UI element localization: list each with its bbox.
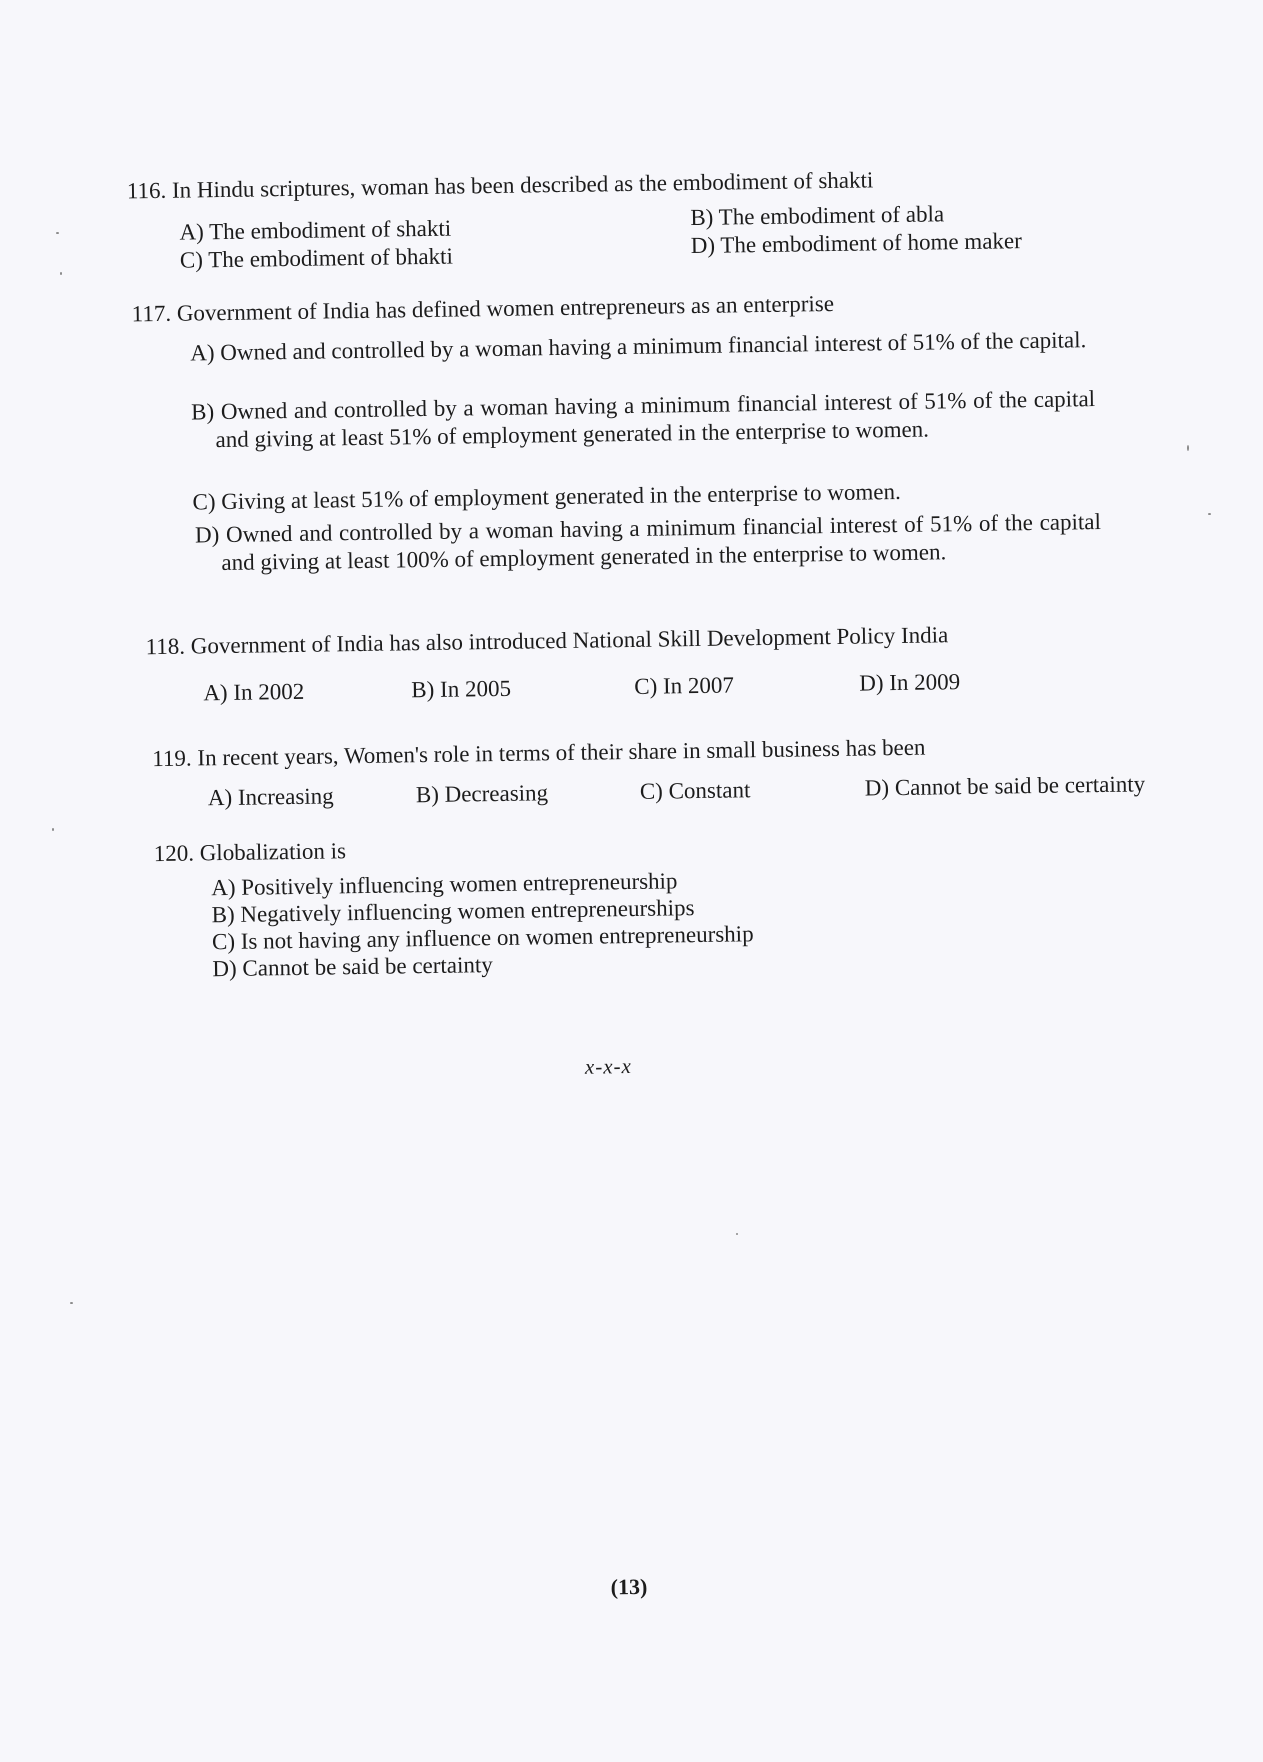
question-118-option-b: B) In 2005 — [411, 675, 512, 703]
scan-speck — [1187, 445, 1189, 451]
question-119-option-a: A) Increasing — [207, 783, 334, 811]
question-117-option-b: B) Owned and controlled by a woman having a minimum financial interest of 51% of the capital and giving at least 51% of employment generated in the enterprise to women. — [190, 386, 1096, 453]
scan-speck — [736, 1233, 738, 1235]
question-119-option-d: D) Cannot be said be certainty — [864, 771, 1146, 801]
question-119-stem: 119. In recent years, Women's role in terms of their share in small business has been — [152, 734, 926, 772]
question-116-stem: 116. In Hindu scriptures, woman has been described as the embodiment of shakti — [126, 167, 874, 204]
question-118-option-d: D) In 2009 — [859, 669, 961, 696]
question-117-stem: 117. Government of India has defined women entrepreneurs as an enterprise — [131, 290, 835, 327]
question-120-stem: 120. Globalization is — [153, 838, 347, 867]
question-116-option-b: B) The embodiment of abla — [690, 201, 945, 231]
scan-speck — [52, 828, 54, 831]
scan-speck — [60, 272, 62, 275]
question-119-option-b: B) Decreasing — [415, 780, 549, 808]
scan-speck — [1208, 513, 1211, 515]
question-120-option-b: B) Negatively influencing women entrepreneurships — [211, 895, 695, 928]
question-119-option-c: C) Constant — [639, 777, 751, 804]
question-120-option-c: C) Is not having any influence on women entrepreneurship — [211, 921, 754, 955]
end-separator: x-x-x — [584, 1054, 633, 1079]
question-116-option-c: C) The embodiment of bhakti — [179, 243, 454, 273]
question-116-option-d: D) The embodiment of home maker — [690, 228, 1022, 259]
question-118-option-c: C) In 2007 — [634, 672, 735, 699]
question-118-option-a: A) In 2002 — [203, 678, 305, 706]
scan-speck — [56, 232, 59, 234]
scan-speck — [70, 1302, 73, 1304]
page-number: (13) — [610, 1573, 648, 1600]
question-120-option-a: A) Positively influencing women entrepreneurship — [211, 868, 678, 901]
question-118-stem: 118. Government of India has also introduced National Skill Development Policy India — [145, 622, 949, 660]
question-120-option-d: D) Cannot be said be certainty — [212, 952, 493, 982]
question-116-option-a: A) The embodiment of shakti — [179, 215, 452, 245]
question-117-option-d: D) Owned and controlled by a woman having a minimum financial interest of 51% of the capital and giving at least 100% of employment generated in the enterprise to women. — [194, 509, 1102, 576]
question-117-option-c: C) Giving at least 51% of employment generated in the enterprise to women. — [192, 478, 901, 515]
question-117-option-a: A) Owned and controlled by a woman having a minimum financial interest of 51% of the capital. — [190, 327, 1087, 366]
